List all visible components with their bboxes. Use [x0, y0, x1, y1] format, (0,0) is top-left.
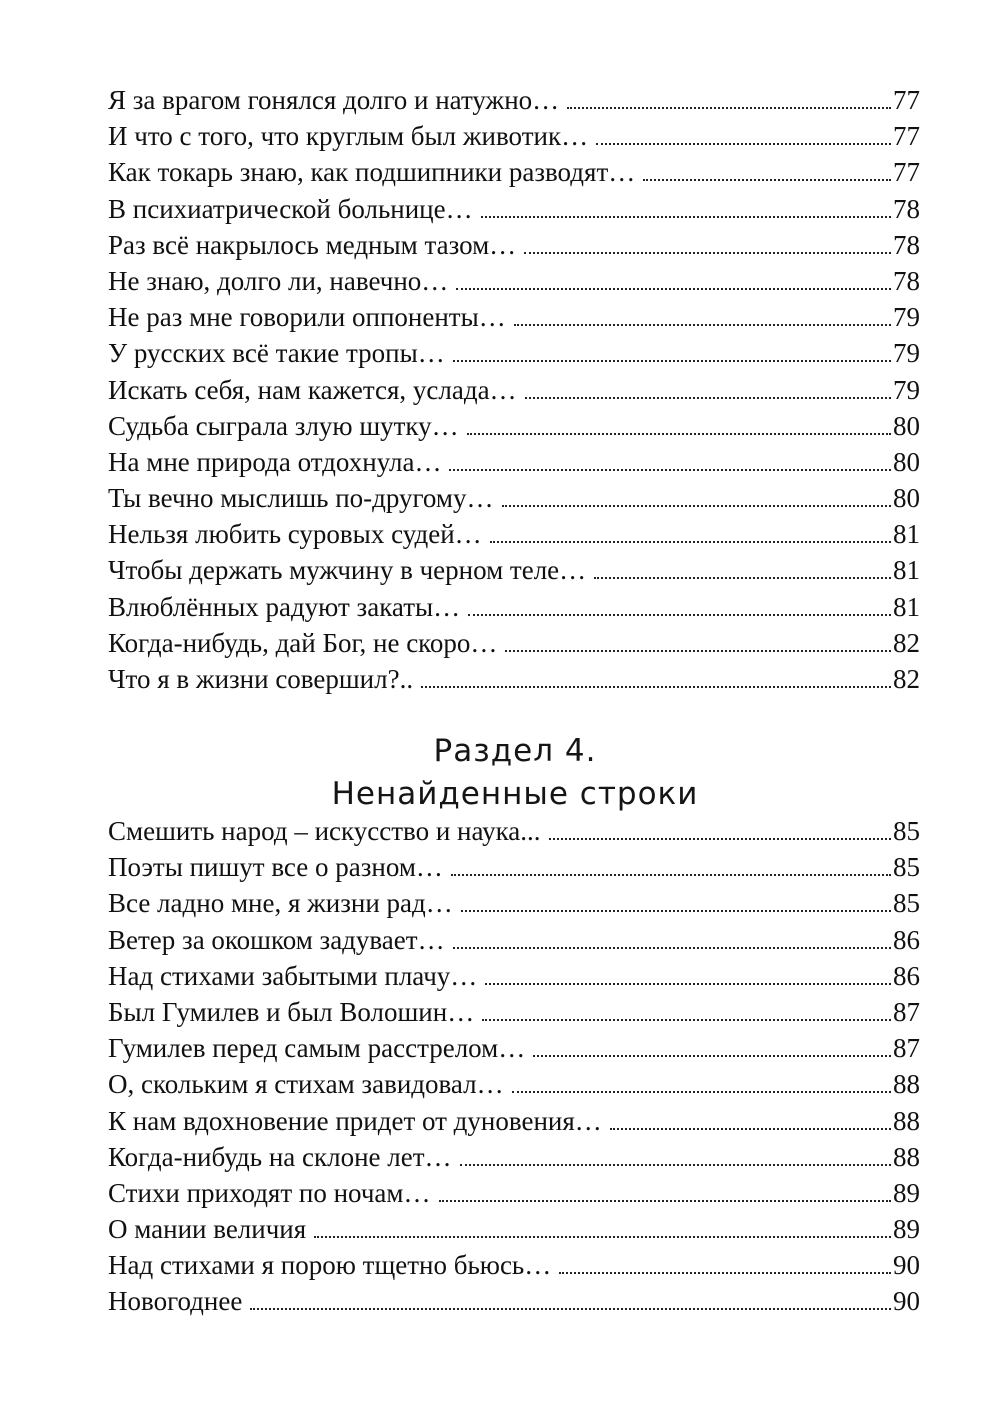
- toc-entry-title: На мне природа отдохнула…: [108, 446, 442, 477]
- toc-entry-page-number: 86: [893, 960, 920, 991]
- dot-leader: [460, 1164, 891, 1166]
- toc-entry: [108, 1139, 920, 1175]
- toc-entry-title: Влюблённых радуют закаты…: [108, 591, 461, 622]
- toc-entry-title: Над стихами я порою тщетно бьюсь…: [108, 1250, 552, 1281]
- dot-leader: [549, 838, 891, 840]
- toc-entry-page-number: 80: [893, 410, 920, 441]
- toc-entry-title: Судьба сыграла злую шутку…: [108, 410, 459, 441]
- toc-entry-page-number: 90: [893, 1250, 920, 1281]
- toc-entry: [108, 1030, 920, 1066]
- toc-entry-page-number: 78: [893, 265, 920, 296]
- toc-entry-title: О, скольким я стихам завидовал…: [108, 1069, 504, 1100]
- dot-leader: [461, 910, 891, 912]
- toc-entry: [108, 335, 920, 371]
- dot-leader: [502, 505, 891, 507]
- toc-entry-title: Не раз мне говорили оппоненты…: [108, 302, 506, 333]
- dot-leader: [453, 360, 891, 362]
- toc-entry-title: Все ладно мне, я жизни рад…: [108, 888, 453, 919]
- toc-entry-page-number: 79: [893, 302, 920, 333]
- toc-entry: [108, 372, 920, 408]
- toc-entry: [108, 82, 920, 118]
- toc-entry-title: Искать себя, нам кажется, услада…: [108, 374, 517, 405]
- section-number-heading: Раздел 4.: [433, 733, 597, 769]
- toc-entry-page-number: 89: [893, 1177, 920, 1208]
- toc-list-part-1: [108, 82, 920, 697]
- dot-leader: [314, 1236, 891, 1238]
- dot-leader: [505, 650, 891, 652]
- toc-entry: [108, 994, 920, 1030]
- toc-entry-page-number: 81: [893, 555, 920, 586]
- toc-entry-page-number: 79: [893, 374, 920, 405]
- dot-leader: [524, 252, 891, 254]
- toc-entry-page-number: 88: [893, 1105, 920, 1136]
- dot-leader: [451, 874, 891, 876]
- toc-entry-title: Нельзя любить суровых судей…: [108, 519, 482, 550]
- toc-entry-page-number: 86: [893, 924, 920, 955]
- dot-leader: [456, 288, 891, 290]
- toc-entry: [108, 958, 920, 994]
- toc-entry: [108, 1175, 920, 1211]
- toc-entry-title: Не знаю, долго ли, навечно…: [108, 265, 449, 296]
- toc-entry: [108, 1103, 920, 1139]
- toc-entry-page-number: 82: [893, 627, 920, 658]
- toc-entry-page-number: 88: [893, 1141, 920, 1172]
- toc-entry: [108, 813, 920, 849]
- toc-entry-page-number: 78: [893, 193, 920, 224]
- dot-leader: [482, 1019, 891, 1021]
- toc-entry: [108, 444, 920, 480]
- toc-entry: [108, 227, 920, 263]
- toc-entry-title: Чтобы держать мужчину в черном теле…: [108, 555, 587, 586]
- toc-entry: [108, 885, 920, 921]
- toc-entry: [108, 1211, 920, 1247]
- toc-entry-title: Стихи приходят по ночам…: [108, 1177, 431, 1208]
- toc-entry-title: Как токарь знаю, как подшипники разводят…: [108, 157, 636, 188]
- toc-entry-title: Поэты пишут все о разном…: [108, 852, 443, 883]
- toc-entry-page-number: 85: [893, 888, 920, 919]
- toc-entry-page-number: 78: [893, 229, 920, 260]
- toc-entry: [108, 1066, 920, 1102]
- toc-entry-page-number: 87: [893, 1033, 920, 1064]
- toc-entry: [108, 299, 920, 335]
- toc-entry-title: Был Гумилев и был Волошин…: [108, 996, 475, 1027]
- dot-leader: [643, 179, 891, 181]
- toc-entry: [108, 1247, 920, 1283]
- toc-entry-title: И что с того, что круглым был животик…: [108, 121, 589, 152]
- toc-entry-title: Ты вечно мыслишь по-другому…: [108, 483, 494, 514]
- toc-entry-title: У русских всё такие тропы…: [108, 338, 445, 369]
- toc-entry: [108, 480, 920, 516]
- dot-leader: [567, 107, 891, 109]
- toc-entry: [108, 1283, 920, 1319]
- toc-entry-title: Раз всё накрылось медным тазом…: [108, 229, 517, 260]
- section-title-heading: Ненайденные строки: [331, 776, 699, 812]
- toc-entry-title: Смешить народ – искусство и наука...: [108, 816, 541, 846]
- toc-entry-title: Когда-нибудь на склоне лет…: [108, 1141, 452, 1172]
- toc-entry-page-number: 85: [893, 816, 920, 846]
- dot-leader: [421, 686, 891, 688]
- toc-entry: [108, 408, 920, 444]
- dot-leader: [559, 1272, 891, 1274]
- dot-leader: [512, 1091, 891, 1093]
- dot-leader: [596, 143, 891, 145]
- dot-leader: [610, 1128, 891, 1130]
- toc-entry-title: Когда-нибудь, дай Бог, не скоро…: [108, 627, 498, 658]
- toc-entry-title: Что я в жизни совершил?..: [108, 664, 414, 694]
- toc-entry-page-number: 81: [893, 591, 920, 622]
- dot-leader: [453, 947, 891, 949]
- toc-entry-page-number: 80: [893, 446, 920, 477]
- toc-entry-page-number: 77: [893, 121, 920, 152]
- toc-entry-page-number: 80: [893, 483, 920, 514]
- toc-entry-title: Гумилев перед самым расстрелом…: [108, 1033, 526, 1064]
- dot-leader: [533, 1055, 891, 1057]
- toc-entry: [108, 589, 920, 625]
- dot-leader: [439, 1200, 892, 1202]
- toc-entry-page-number: 81: [893, 519, 920, 550]
- toc-entry: [108, 625, 920, 661]
- dot-leader: [594, 577, 891, 579]
- toc-entry-page-number: 79: [893, 338, 920, 369]
- toc-entry-page-number: 90: [893, 1286, 920, 1317]
- toc-entry-title: Новогоднее: [108, 1286, 243, 1317]
- toc-list-part-2: [108, 813, 920, 1320]
- dot-leader: [449, 469, 891, 471]
- toc-entry-page-number: 77: [893, 157, 920, 188]
- toc-entry-title: Над стихами забытыми плачу…: [108, 960, 478, 991]
- toc-entry-page-number: 77: [893, 85, 920, 115]
- dot-leader: [481, 216, 891, 218]
- toc-entry: [108, 849, 920, 885]
- toc-entry-page-number: 88: [893, 1069, 920, 1100]
- toc-entry: [108, 516, 920, 552]
- toc-entry-title: Ветер за окошком задувает…: [108, 924, 445, 955]
- toc-entry-title: О мании величия: [108, 1214, 307, 1245]
- dot-leader: [467, 433, 891, 435]
- toc-entry-page-number: 87: [893, 996, 920, 1027]
- dot-leader: [514, 324, 891, 326]
- toc-entry: [108, 661, 920, 697]
- toc-entry-page-number: 85: [893, 852, 920, 883]
- toc-entry-title: В психиатрической больнице…: [108, 193, 473, 224]
- toc-entry: [108, 191, 920, 227]
- toc-entry-title: Я за врагом гонялся долго и натужно…: [108, 85, 560, 115]
- dot-leader: [468, 614, 891, 616]
- dot-leader: [490, 541, 891, 543]
- toc-entry-page-number: 89: [893, 1214, 920, 1245]
- toc-entry: [108, 154, 920, 190]
- dot-leader: [485, 983, 891, 985]
- toc-entry-title: К нам вдохновение придет от дуновения…: [108, 1105, 602, 1136]
- dot-leader: [525, 397, 891, 399]
- toc-entry: [108, 263, 920, 299]
- toc-entry-page-number: 82: [893, 664, 920, 694]
- toc-entry: [108, 552, 920, 588]
- toc-entry: [108, 118, 920, 154]
- dot-leader: [250, 1308, 891, 1310]
- toc-entry: [108, 922, 920, 958]
